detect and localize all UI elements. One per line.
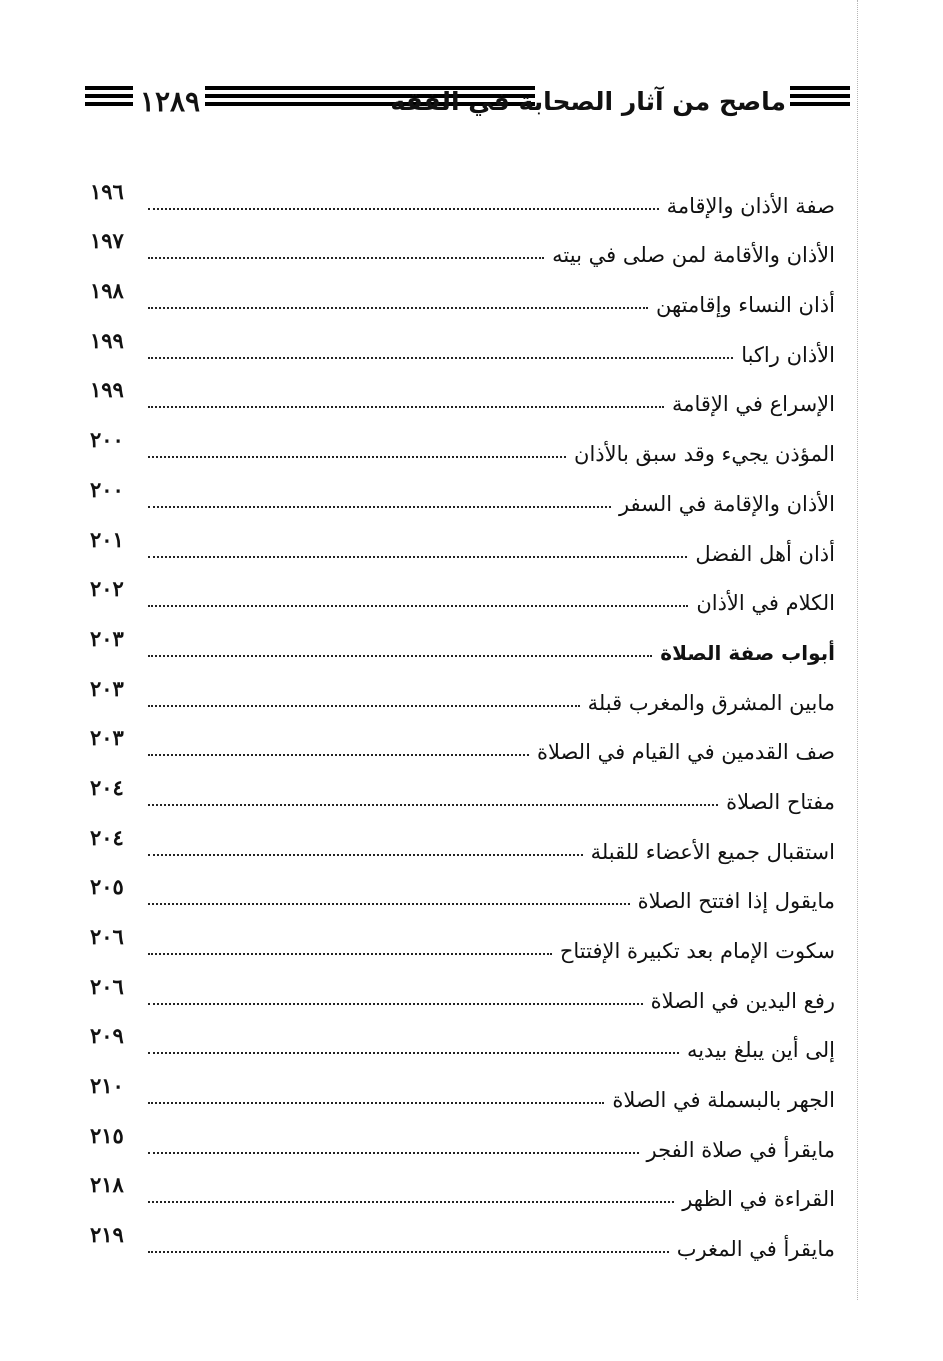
toc-entry-title: مابين المشرق والمغرب قبلة — [587, 690, 835, 715]
toc-entry-title: الأذان والأقامة لمن صلى في بيته — [552, 243, 835, 268]
dot-leader — [148, 556, 687, 558]
dot-leader — [148, 605, 688, 607]
dot-leader — [148, 854, 583, 856]
dot-leader — [148, 208, 659, 210]
margin-dotted-line — [857, 0, 858, 1300]
toc-entry-page: ٢٠٤ — [90, 774, 124, 800]
toc-entry-page: ٢٠٤ — [90, 824, 124, 850]
toc-entry — [90, 472, 835, 522]
toc-entry-title: الأذان والإقامة في السفر — [618, 491, 835, 516]
dot-leader — [148, 257, 544, 259]
toc-entry-title: مايقرأ في صلاة الفجر — [646, 1137, 835, 1162]
dot-leader — [148, 1251, 669, 1253]
toc-entry-page: ٢٠٢ — [90, 576, 124, 602]
toc-entry-page: ٢٠٦ — [90, 973, 124, 999]
toc-entry-page: ٢٠٠ — [90, 476, 124, 502]
toc-entry — [90, 373, 835, 423]
dot-leader — [148, 456, 566, 458]
toc-entry — [90, 1019, 835, 1069]
toc-entry — [90, 671, 835, 721]
header-rule-right — [790, 86, 850, 118]
toc-entry — [90, 1168, 835, 1218]
toc-entry-title: صفة الأذان والإقامة — [666, 193, 835, 218]
dot-leader — [148, 307, 648, 309]
toc-entry-title: مايقول إذا افتتح الصلاة — [637, 889, 835, 914]
toc-entry — [90, 870, 835, 920]
dot-leader — [148, 1003, 643, 1005]
header-rule-left — [85, 86, 133, 118]
dot-leader — [148, 1102, 604, 1104]
toc-entry — [90, 969, 835, 1019]
toc-entry-title: الجهر بالبسملة في الصلاة — [612, 1088, 835, 1113]
toc-entry-title: الأذان راكبا — [741, 342, 835, 367]
toc-entry-page: ٢١٩ — [90, 1222, 124, 1248]
toc-entry-title: القراءة في الظهر — [682, 1187, 835, 1212]
toc-entry — [90, 919, 835, 969]
dot-leader — [148, 1052, 679, 1054]
toc-entry-title: الكلام في الأذان — [696, 591, 835, 616]
toc-entry-page: ١٩٩ — [90, 377, 124, 403]
toc-entry-page: ٢١٠ — [90, 1073, 124, 1099]
toc-entry-title: مايقرأ في المغرب — [676, 1237, 835, 1262]
toc-entry — [90, 522, 835, 572]
toc-entry-title: رفع اليدين في الصلاة — [650, 988, 835, 1013]
dot-leader — [148, 903, 630, 905]
toc-entry — [90, 323, 835, 373]
dot-leader — [148, 953, 552, 955]
toc-entry-page: ٢٠١ — [90, 526, 124, 552]
dot-leader — [148, 406, 664, 408]
toc-entry-page: ١٩٩ — [90, 327, 124, 353]
toc-entry — [90, 224, 835, 274]
toc-entry-page: ٢٠٥ — [90, 874, 124, 900]
toc-entry — [90, 1217, 835, 1267]
toc-entry-page: ٢٠٩ — [90, 1023, 124, 1049]
toc-entry-page: ١٩٧ — [90, 228, 124, 254]
toc-entry-title: أذان أهل الفضل — [695, 541, 835, 566]
toc-entry-page: ٢٠٦ — [90, 924, 124, 949]
toc-entry — [90, 174, 835, 224]
toc-entry — [90, 422, 835, 472]
toc-entry-page: ٢٠٣ — [90, 625, 124, 651]
dot-leader — [148, 655, 652, 657]
dot-leader — [148, 804, 718, 806]
toc-entry-page: ٢١٥ — [90, 1122, 124, 1148]
toc-entry-title: استقبال جميع الأعضاء للقبلة — [590, 839, 835, 864]
toc-entry — [90, 721, 835, 771]
toc-entry — [90, 572, 835, 622]
toc-entry-title: صف القدمين في القيام في الصلاة — [536, 740, 835, 765]
dot-leader — [148, 357, 733, 359]
toc-entry-page: ٢٠٣ — [90, 675, 124, 701]
toc-entry-page: ٢٠٣ — [90, 725, 124, 751]
dot-leader — [148, 1152, 639, 1154]
dot-leader — [148, 506, 611, 508]
toc-entry — [90, 820, 835, 870]
toc-entry-title: سكوت الإمام بعد تكبيرة الإفتتاح — [559, 939, 835, 963]
dot-leader — [148, 1201, 674, 1203]
toc-entry-title: المؤذن يجيء وقد سبق بالأذان — [574, 442, 835, 467]
toc-entry-title: أبواب صفة الصلاة — [660, 640, 835, 665]
running-header — [85, 82, 850, 122]
table-of-contents — [90, 174, 835, 1267]
book-title: ماصح من آثار الصحابة في الفقه — [390, 87, 786, 116]
toc-entry-page: ١٩٦ — [90, 178, 124, 204]
toc-entry — [90, 1118, 835, 1168]
dot-leader — [148, 705, 580, 707]
toc-entry-title: مفتاح الصلاة — [726, 789, 835, 814]
toc-section-heading — [90, 621, 835, 671]
dot-leader — [148, 754, 529, 756]
toc-entry-page: ٢٠٠ — [90, 427, 124, 453]
toc-entry — [90, 273, 835, 323]
toc-entry-title: إلى أين يبلغ بيديه — [686, 1038, 835, 1063]
toc-entry-page: ١٩٨ — [90, 278, 124, 304]
page-number: ١٢٨٩ — [139, 85, 201, 118]
toc-entry-page: ٢١٨ — [90, 1172, 124, 1198]
toc-entry-title: أذان النساء وإقامتهن — [655, 293, 835, 318]
toc-entry-title: الإسراع في الإقامة — [671, 392, 835, 417]
toc-entry — [90, 1068, 835, 1118]
toc-entry — [90, 770, 835, 820]
